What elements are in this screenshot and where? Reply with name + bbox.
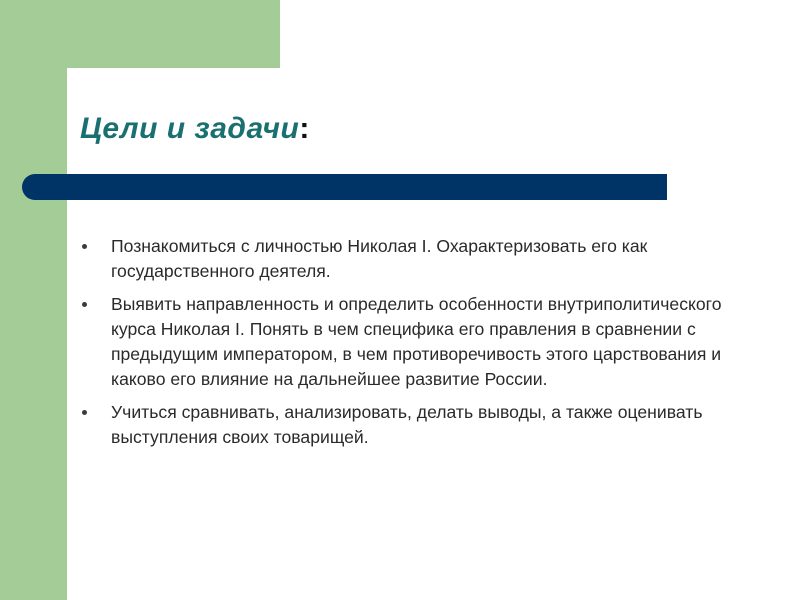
- bullet-text: Выявить направленность и определить особенности внутриполитического курса Николая I. Понять в чем специфика его правления в сравнении с предыдущим императором, в чем противоречивость этого царствования и каково его влияние на дальнейшее развитие России.: [111, 294, 722, 389]
- bullet-item: [80, 292, 730, 392]
- bullet-item: [80, 234, 730, 284]
- bullet-dot-icon: [82, 410, 87, 415]
- title-underline-bar: [22, 174, 667, 200]
- bullet-list: [80, 234, 730, 458]
- bullet-text: Учиться сравнивать, анализировать, делать выводы, а также оценивать выступления своих товарищей.: [111, 402, 703, 447]
- decor-green-left: [0, 0, 67, 600]
- bullet-text: Познакомиться с личностью Николая I. Охарактеризовать его как государственного деятеля.: [111, 236, 648, 281]
- slide-title-colon: :: [299, 112, 310, 145]
- bullet-item: [80, 400, 730, 450]
- bullet-dot-icon: [82, 244, 87, 249]
- slide-title: [80, 112, 310, 146]
- slide-title-text: Цели и задачи: [80, 112, 300, 145]
- bullet-dot-icon: [82, 302, 87, 307]
